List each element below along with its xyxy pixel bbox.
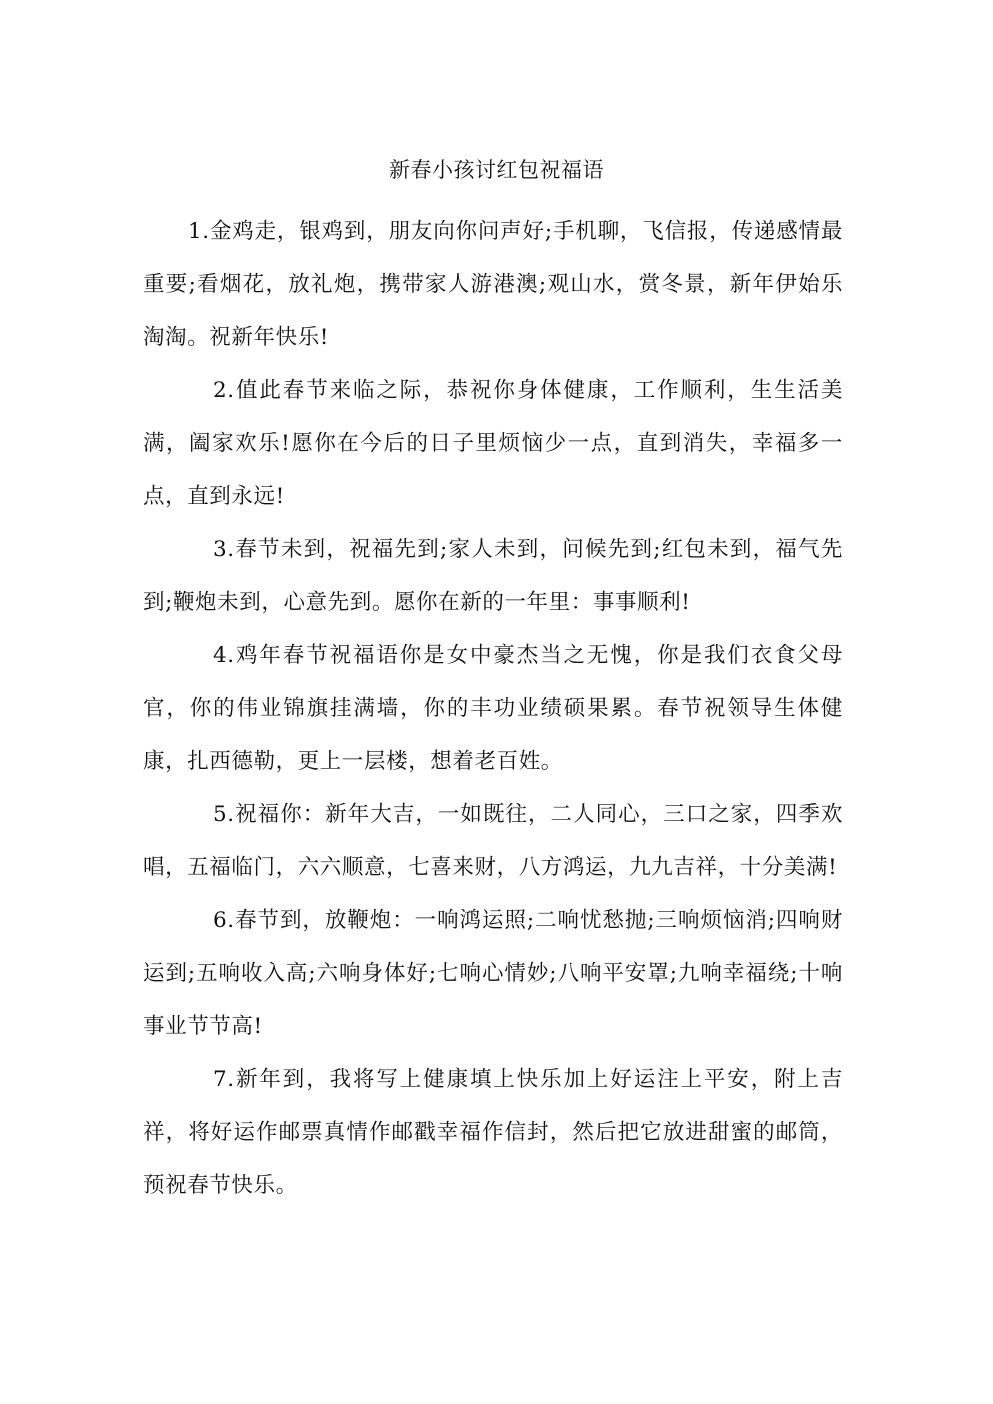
document-body bbox=[143, 205, 843, 1212]
paragraph-6: 6.春节到，放鞭炮：一响鸿运照;二响忧愁抛;三响烦恼消;四响财运到;五响收入高;六响身体好;七响心情妙;八响平安罩;九响幸福绕;十响事业节节高! bbox=[143, 908, 843, 1039]
paragraph-1: 1.金鸡走，银鸡到，朋友向你问声好;手机聊，飞信报，传递感情最重要;看烟花，放礼炮，携带家人游港澳;观山水，赏冬景，新年伊始乐淘淘。祝新年快乐! bbox=[143, 219, 843, 350]
paragraph-3: 3.春节未到，祝福先到;家人未到，问候先到;红包未到，福气先到;鞭炮未到，心意先到。愿你在新的一年里：事事顺利! bbox=[143, 537, 843, 615]
paragraph-5: 5.祝福你：新年大吉，一如既往，二人同心，三口之家，四季欢唱，五福临门，六六顺意，七喜来财，八方鸿运，九九吉祥，十分美满! bbox=[143, 802, 843, 880]
paragraph-7: 7.新年到，我将写上健康填上快乐加上好运注上平安，附上吉祥，将好运作邮票真情作邮戳幸福作信封，然后把它放进甜蜜的邮筒，预祝春节快乐。 bbox=[143, 1067, 843, 1198]
paragraph-4: 4.鸡年春节祝福语你是女中豪杰当之无愧，你是我们衣食父母官，你的伟业锦旗挂满墙，你的丰功业绩硕果累。春节祝领导生体健康，扎西德勒，更上一层楼，想着老百姓。 bbox=[143, 643, 843, 774]
paragraph-2: 2.值此春节来临之际，恭祝你身体健康，工作顺利，生生活美满，阖家欢乐!愿你在今后的日子里烦恼少一点，直到消失，幸福多一点，直到永远! bbox=[143, 378, 843, 509]
document-title: 新春小孩讨红包祝福语 bbox=[389, 158, 604, 182]
